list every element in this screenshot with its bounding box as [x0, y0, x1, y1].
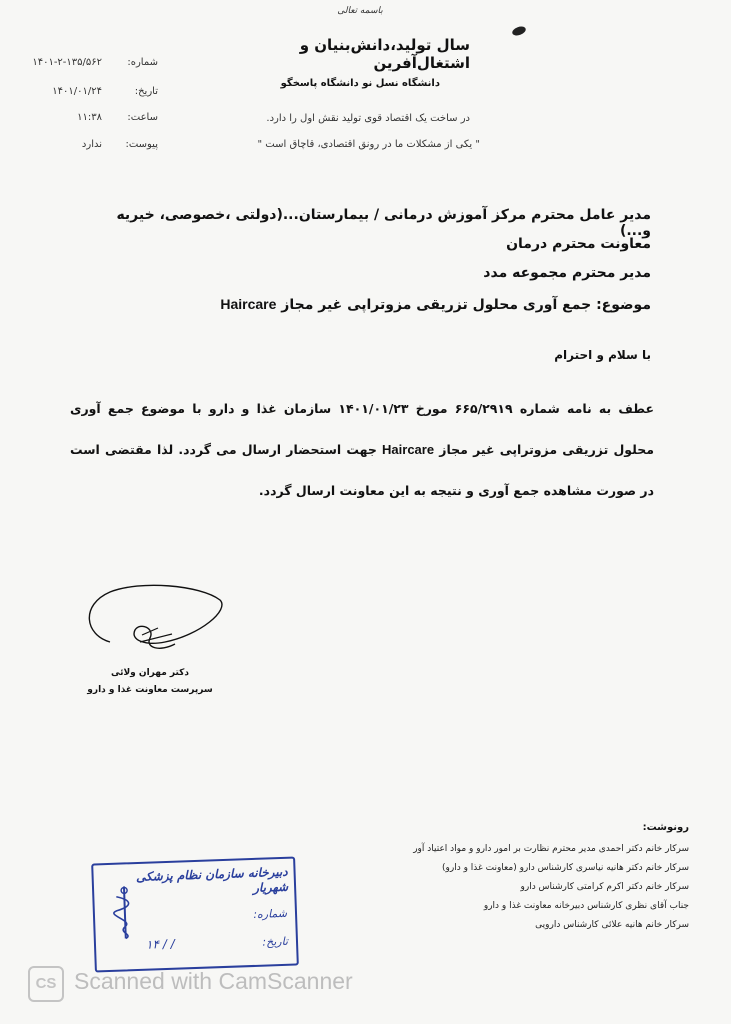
addressee-2: معاونت محترم درمان: [506, 236, 651, 252]
cc-title: رونوشت:: [642, 822, 689, 833]
subject-brand: Haircare: [220, 296, 277, 312]
cc-item: سرکار خانم هانیه علائی کارشناس دارویی: [535, 920, 689, 930]
subject-text: جمع آوری محلول تزریقی مزوتراپی غیر مجاز: [281, 297, 592, 313]
stamp-org: دبیرخانه سازمان نظام پزشکی شهریار: [135, 864, 289, 895]
year-slogan: سال تولید،دانش‌بنیان و اشتغال‌آفرین: [299, 36, 470, 72]
signature-scribble: [80, 580, 230, 660]
number-value: ۱۴۰۱-۲-۱۳۵/۵۶۲: [32, 57, 102, 68]
quote-line-1: در ساخت یک اقتصاد قوی تولید نقش اول را دارد.: [266, 113, 470, 124]
subject-line: [131, 296, 651, 313]
secretariat-stamp: [91, 856, 299, 972]
body-brand: Haircare: [382, 442, 435, 457]
time-label: ساعت:: [127, 112, 158, 123]
cc-list: [359, 840, 689, 935]
addressee-1: مدیر عامل محترم مرکز آموزش درمانی / بیمارستان...(دولتی ،خصوصی، خیریه و...): [116, 207, 651, 239]
body-paragraph: [70, 388, 654, 511]
camscanner-logo-icon: CS: [28, 966, 64, 1002]
signer-title: سرپرست معاونت غذا و دارو: [87, 685, 213, 695]
cc-item: سرکار خانم دکتر هانیه نیاسری کارشناس دارو (معاونت غذا و دارو): [442, 863, 689, 873]
university-slogan: دانشگاه نسل نو دانشگاه پاسخگو: [280, 78, 440, 89]
greeting: با سلام و احترام: [554, 348, 651, 362]
ink-mark: [511, 25, 527, 37]
date-label: تاریخ:: [134, 86, 158, 97]
date-value: ۱۴۰۱/۰۱/۲۴: [52, 86, 102, 97]
stamp-date-label: تاریخ:: [262, 934, 289, 949]
camscanner-text: Scanned with CamScanner: [74, 968, 353, 994]
medical-emblem-icon: [106, 882, 144, 943]
stamp-number-label: شماره:: [253, 906, 288, 921]
body-part-2: جهت استحضار ارسال می گردد. لذا مقتضی است در صورت مشاهده جمع آوری و نتیجه به این معاونت ارسال گردد.: [70, 442, 654, 498]
cc-item: سرکار خانم دکتر احمدی مدیر محترم نظارت بر امور دارو و مواد اعتیاد آور: [413, 844, 689, 854]
signer-name: دکتر مهران ولائی: [110, 668, 190, 678]
time-value: ۱۱:۳۸: [77, 112, 102, 123]
bismillah: باسمه تعالی: [337, 6, 383, 16]
attachment-value: ندارد: [81, 139, 102, 150]
body-part-1: عطف به نامه شماره ۶۶۵/۲۹۱۹ مورخ ۱۴۰۱/۰۱/۲۳ سازمان غذا و دارو با موضوع جمع آوری محلول تزریقی مزوتراپی غیر مجاز: [70, 401, 654, 457]
cc-item: جناب آقای نظری کارشناس دبیرخانه معاونت غذا و دارو: [483, 901, 689, 911]
addressee-3: مدیر محترم مجموعه مدد: [483, 265, 651, 281]
attachment-label: پیوست:: [125, 139, 158, 150]
cc-item: سرکار خانم دکتر اکرم کرامتی کارشناس دارو: [520, 882, 689, 892]
quote-line-2: " یکی از مشکلات ما در رونق اقتصادی، قاچاق است ": [257, 139, 480, 150]
number-label: شماره:: [127, 57, 158, 68]
subject-label: موضوع:: [596, 297, 651, 313]
camscanner-watermark: [28, 964, 388, 1004]
stamp-date-value: ۱۴ / /: [145, 936, 175, 952]
